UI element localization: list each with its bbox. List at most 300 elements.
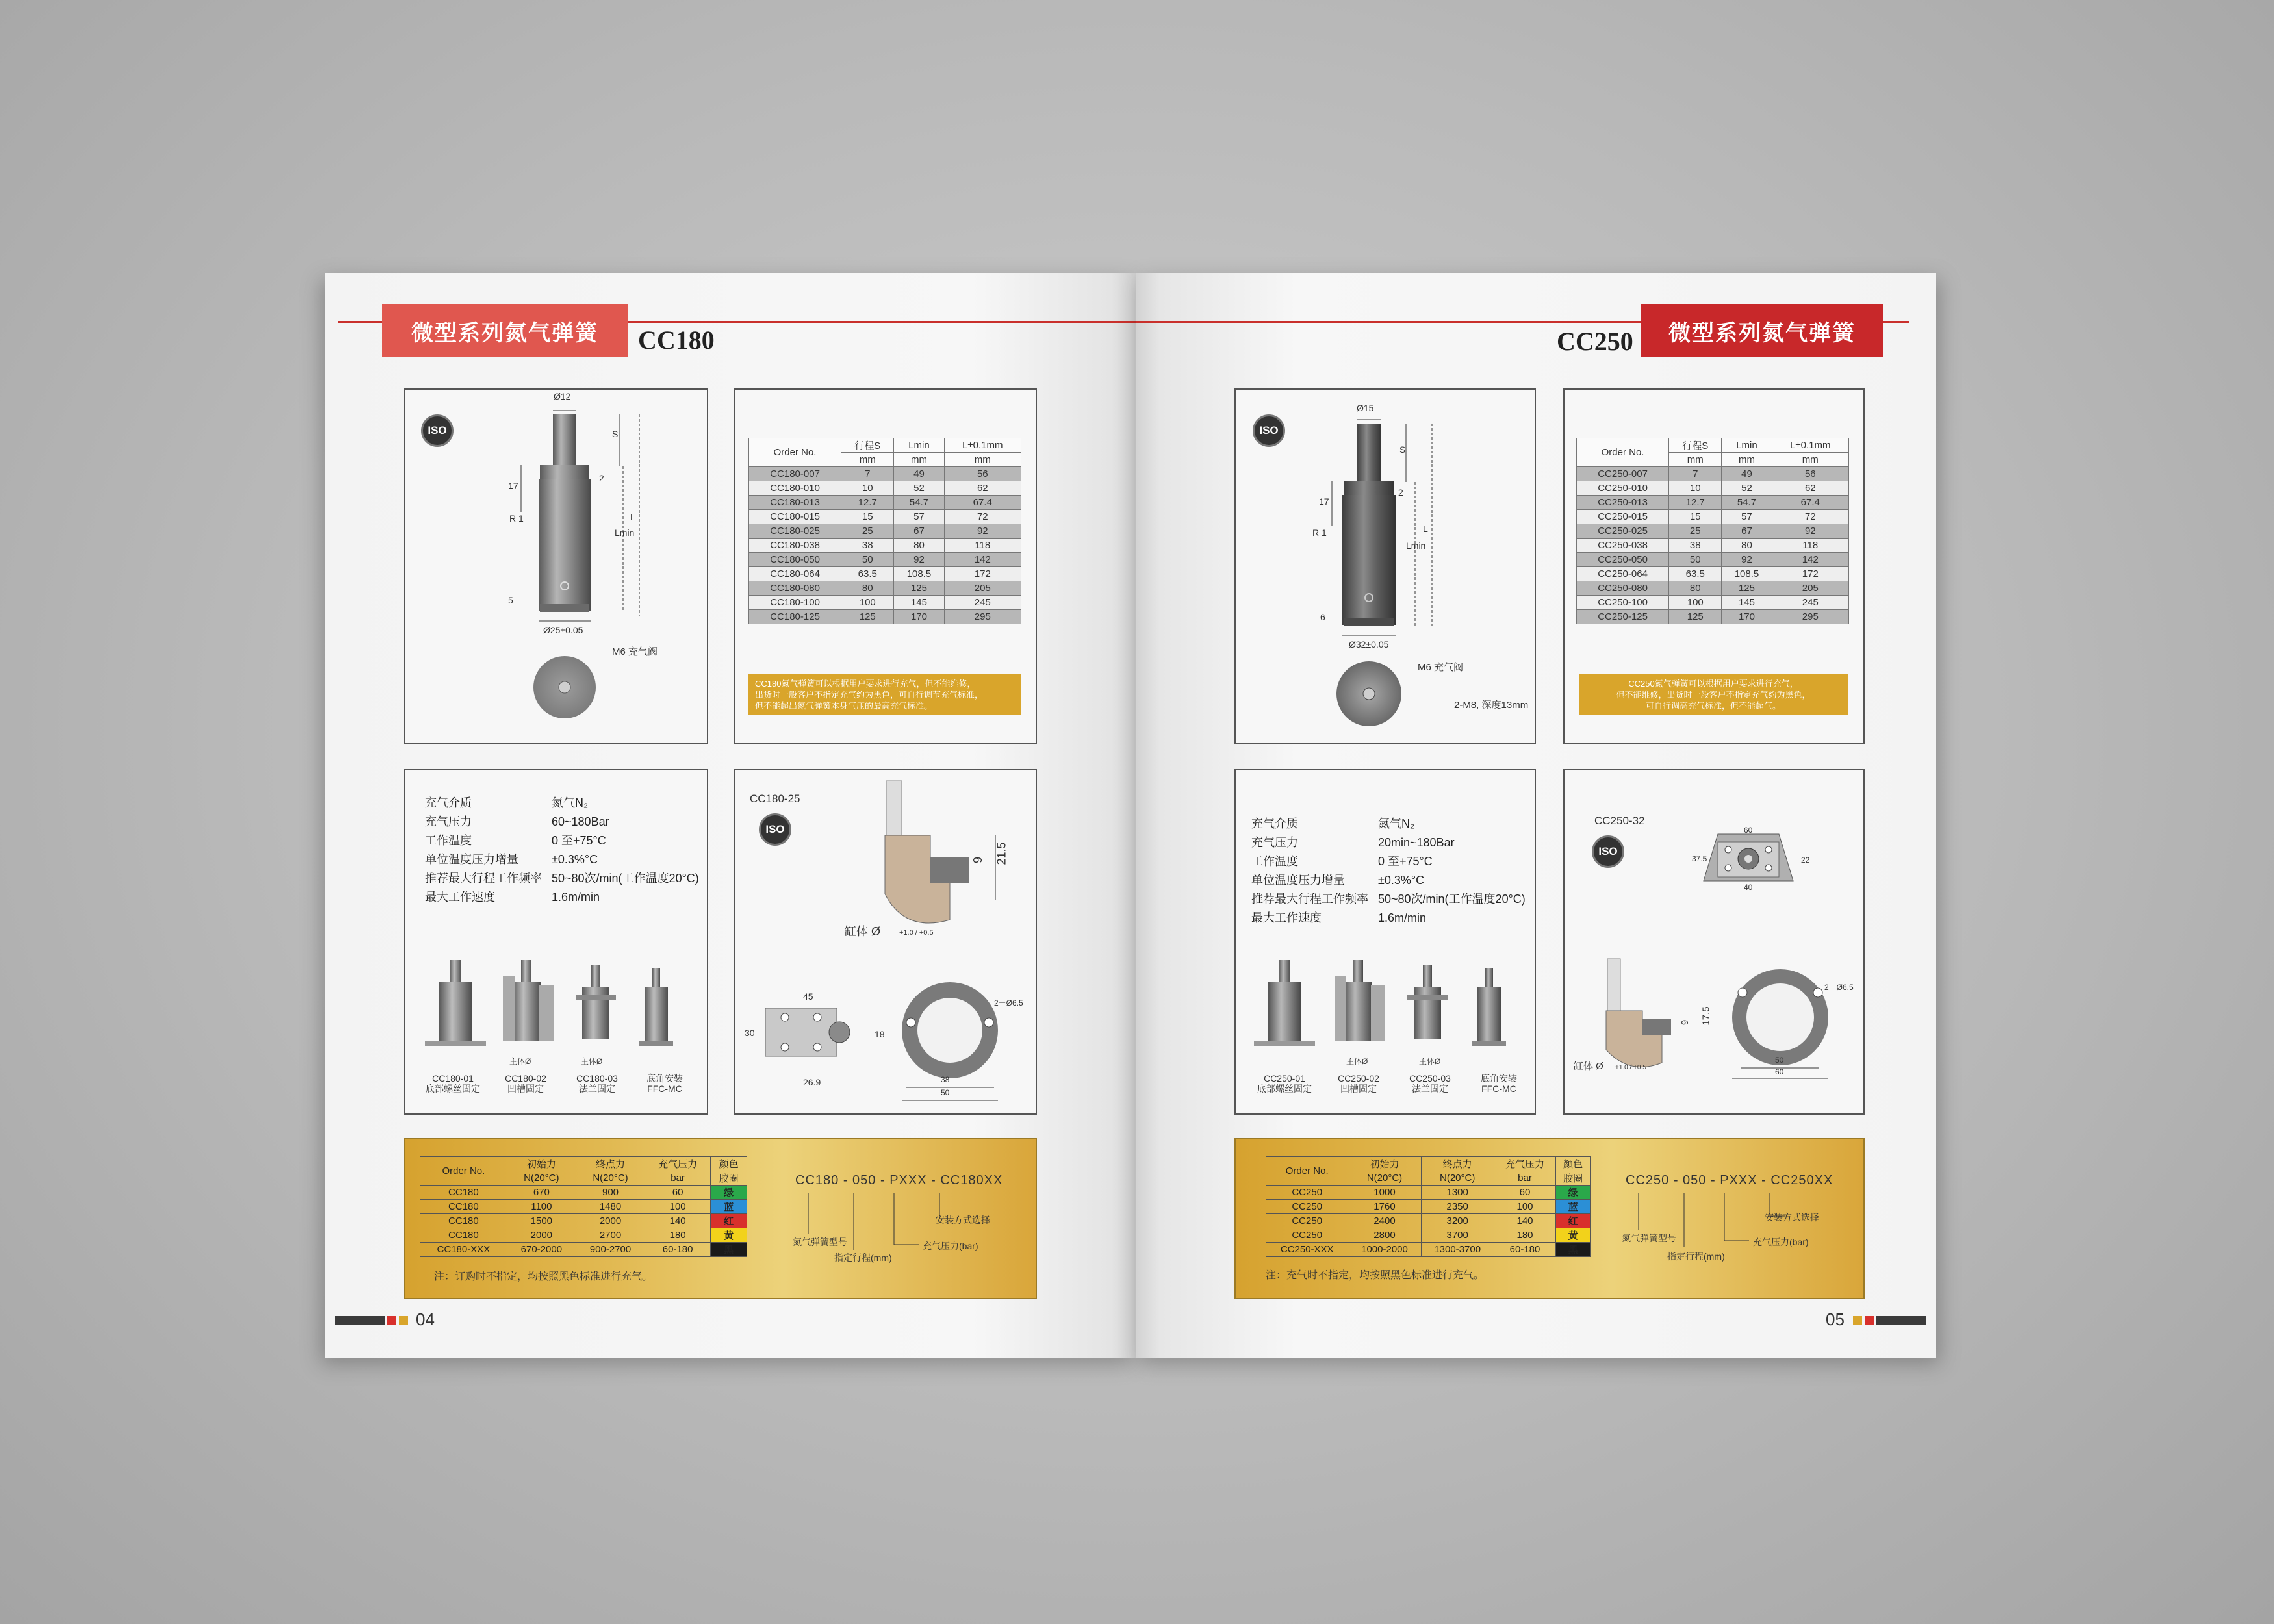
order-cell: 3200 xyxy=(1421,1214,1494,1228)
mount-code: CC180-01 xyxy=(432,1073,474,1084)
spec-cell: 57 xyxy=(894,510,944,524)
spec-row xyxy=(749,610,1021,624)
spec-cell: CC180-025 xyxy=(749,524,841,539)
spec-cell: 145 xyxy=(894,596,944,610)
note-line: CC250氮气弹簧可以根据用户要求进行充气， xyxy=(1628,679,1798,689)
spec-row xyxy=(749,539,1021,553)
note-line: 出货时一般客户不指定充气约为黑色，可自行调节充气标准， xyxy=(755,690,984,700)
right-page xyxy=(1136,273,1936,1358)
mounting-options-drawing xyxy=(1236,770,1535,1113)
mount-option xyxy=(561,1073,633,1094)
spec-row xyxy=(1577,610,1849,624)
parameter-value: 1.6m/min xyxy=(552,891,600,904)
code-part: CC180XX xyxy=(940,1173,1003,1187)
model-title: CC180 xyxy=(638,325,715,355)
spec-cell: 205 xyxy=(1772,581,1848,596)
model-title: CC250 xyxy=(1557,327,1633,356)
code-label-pressure: 充气压力(bar) xyxy=(923,1241,978,1251)
mount-note: 主体Ø xyxy=(1419,1057,1441,1066)
install-dim-a: 21.5 xyxy=(995,842,1008,865)
mount-desc: FFC-MC xyxy=(1481,1084,1516,1094)
color-swatch: 蓝 xyxy=(711,1200,747,1214)
color-swatch: 黄 xyxy=(1556,1228,1591,1243)
col-length: L±0.1mm xyxy=(944,438,1021,453)
code-label-pressure: 充气压力(bar) xyxy=(1753,1237,1809,1247)
order-col-header: 初始力 xyxy=(507,1157,576,1171)
col-lmin: Lmin xyxy=(894,438,944,453)
dim-17-label: 17 xyxy=(1319,496,1329,507)
dim-2-label: 2 xyxy=(1398,487,1403,498)
spec-cell: 25 xyxy=(841,524,894,539)
parameter-name: 充气压力 xyxy=(1251,836,1298,849)
mount-code: CC250-01 xyxy=(1264,1073,1305,1084)
code-label-mounting: 安装方式选择 xyxy=(1765,1212,1819,1223)
spec-row xyxy=(749,524,1021,539)
parameter-name: 最大工作速度 xyxy=(1251,911,1322,924)
code-part: CC180 xyxy=(795,1173,839,1187)
spec-cell: 49 xyxy=(894,467,944,481)
spec-cell: CC250-080 xyxy=(1577,581,1669,596)
spec-cell: CC180-038 xyxy=(749,539,841,553)
spec-cell: 10 xyxy=(1669,481,1722,496)
color-swatch: 红 xyxy=(711,1214,747,1228)
parameter-value: ±0.3%°C xyxy=(552,853,598,866)
spec-cell: 54.7 xyxy=(894,496,944,510)
order-col-header: 终点力 xyxy=(576,1157,645,1171)
parameter-value: 0 至+75°C xyxy=(1378,855,1433,868)
radius-label: R 1 xyxy=(1312,527,1327,538)
order-cell: 1000-2000 xyxy=(1348,1243,1421,1257)
order-col-header: 充气压力 xyxy=(1494,1157,1555,1171)
dimension-drawing-panel xyxy=(1234,388,1536,744)
unit-cell: mm xyxy=(1772,453,1848,467)
installation-drawing xyxy=(1565,770,1863,1113)
order-cell: 900-2700 xyxy=(576,1243,645,1257)
spec-cell: 295 xyxy=(944,610,1021,624)
code-label-stroke: 指定行程(mm) xyxy=(1667,1251,1725,1262)
width-50-label: 50 xyxy=(941,1088,950,1097)
parameter-value: ±0.3%°C xyxy=(1378,874,1425,887)
code-label-mounting: 安装方式选择 xyxy=(936,1215,990,1225)
footer-red-square xyxy=(1865,1316,1874,1325)
spec-cell: 12.7 xyxy=(841,496,894,510)
spec-cell: CC180-125 xyxy=(749,610,841,624)
parameters-panel xyxy=(404,769,708,1115)
order-cell: 2800 xyxy=(1348,1228,1421,1243)
spec-cell: 52 xyxy=(894,481,944,496)
col-stroke: 行程S xyxy=(841,438,894,453)
unit-cell: mm xyxy=(894,453,944,467)
parameter-value: 氮气N₂ xyxy=(552,796,588,809)
spec-cell: 57 xyxy=(1722,510,1772,524)
code-label-model: 氮气弹簧型号 xyxy=(1622,1233,1676,1243)
spec-cell: 118 xyxy=(1772,539,1848,553)
color-swatch: 绿 xyxy=(1556,1186,1591,1200)
code-label-model: 氮气弹簧型号 xyxy=(793,1237,847,1247)
spec-cell: 15 xyxy=(1669,510,1722,524)
mount-option xyxy=(1463,1073,1535,1094)
order-cell: CC250-XXX xyxy=(1266,1243,1348,1257)
parameter-name: 充气介质 xyxy=(425,796,472,809)
spec-cell: 205 xyxy=(944,581,1021,596)
parameters-panel xyxy=(1234,769,1536,1115)
order-col-unit: 胶圈 xyxy=(711,1171,747,1186)
order-col-header: Order No. xyxy=(1266,1157,1348,1186)
parameter-name: 单位温度压力增量 xyxy=(425,853,518,866)
installation-panel xyxy=(1563,769,1865,1115)
footer-red-square xyxy=(387,1316,396,1325)
spec-cell: 145 xyxy=(1722,596,1772,610)
spec-cell: 108.5 xyxy=(1722,567,1772,581)
col-length: L±0.1mm xyxy=(1772,438,1848,453)
order-col-header: 充气压力 xyxy=(645,1157,711,1171)
parameter-value: 20min~180Bar xyxy=(1378,836,1455,849)
parameter-name: 推荐最大行程工作频率 xyxy=(1251,893,1368,906)
mount-option xyxy=(1249,1073,1320,1094)
width-26-9-label: 26.9 xyxy=(803,1077,821,1087)
spec-cell: 12.7 xyxy=(1669,496,1722,510)
dim-5-label: 5 xyxy=(508,595,513,605)
spec-cell: 67 xyxy=(1722,524,1772,539)
spec-cell: 80 xyxy=(1722,539,1772,553)
order-cell: 1100 xyxy=(507,1200,576,1214)
install-title: CC180-25 xyxy=(750,793,800,805)
parameter-name: 推荐最大行程工作频率 xyxy=(425,872,542,885)
gas-spring-drawing xyxy=(1236,390,1535,743)
order-cell: 60 xyxy=(645,1186,711,1200)
spec-cell: 125 xyxy=(894,581,944,596)
order-cell: 1480 xyxy=(576,1200,645,1214)
order-cell: CC180 xyxy=(420,1214,507,1228)
mount-desc: 底部螺丝固定 xyxy=(426,1084,480,1094)
spec-row xyxy=(749,581,1021,596)
iso-badge-icon: ISO xyxy=(1592,835,1624,868)
unit-cell: mm xyxy=(944,453,1021,467)
spec-cell: 38 xyxy=(841,539,894,553)
radius-label: R 1 xyxy=(509,513,524,524)
width-38-label: 38 xyxy=(941,1075,950,1084)
mount-desc: 凹槽固定 xyxy=(1340,1084,1377,1094)
spec-cell: 100 xyxy=(1669,596,1722,610)
dim-6-label: 6 xyxy=(1320,612,1325,622)
spec-row xyxy=(1577,524,1849,539)
order-cell: CC250 xyxy=(1266,1228,1348,1243)
spec-cell: CC250-007 xyxy=(1577,467,1669,481)
spec-cell: 67.4 xyxy=(1772,496,1848,510)
mount-option xyxy=(1323,1073,1394,1094)
order-cell: 1760 xyxy=(1348,1200,1421,1214)
order-col-unit: N(20°C) xyxy=(576,1171,645,1186)
spec-row xyxy=(1577,581,1849,596)
spec-cell: CC180-015 xyxy=(749,510,841,524)
code-part: PXXX xyxy=(889,1173,927,1187)
spec-cell: CC180-064 xyxy=(749,567,841,581)
spec-cell: CC250-100 xyxy=(1577,596,1669,610)
spec-row xyxy=(1577,596,1849,610)
order-code: CC180 - 050 - PXXX - CC180XX xyxy=(795,1173,1003,1187)
mount-desc: 法兰固定 xyxy=(1412,1084,1448,1094)
parameter-value: 50~80次/min(工作温度20°C) xyxy=(552,872,699,885)
install-dim-a: 17.5 xyxy=(1700,1006,1712,1026)
col-lmin: Lmin xyxy=(1722,438,1772,453)
order-footnote: 注：订购时不指定，均按照黑色标准进行充气。 xyxy=(434,1271,653,1282)
spec-row xyxy=(749,496,1021,510)
footer-bar xyxy=(1876,1316,1926,1325)
spec-cell: 25 xyxy=(1669,524,1722,539)
spec-cell: 15 xyxy=(841,510,894,524)
lmin-label: Lmin xyxy=(615,527,635,538)
spec-cell: 142 xyxy=(1772,553,1848,567)
order-col-unit: N(20°C) xyxy=(1348,1171,1421,1186)
code-part: CC250XX xyxy=(1770,1173,1833,1187)
color-swatch: 红 xyxy=(1556,1214,1591,1228)
order-cell: CC180 xyxy=(420,1186,507,1200)
order-info-panel xyxy=(404,1138,1037,1299)
page-number: 04 xyxy=(416,1310,435,1329)
order-cell: 1300 xyxy=(1421,1186,1494,1200)
order-cell: 2000 xyxy=(507,1228,576,1243)
spec-cell: 72 xyxy=(1772,510,1848,524)
order-col-header: 初始力 xyxy=(1348,1157,1421,1171)
order-cell: 60 xyxy=(1494,1186,1555,1200)
spec-cell: CC250-038 xyxy=(1577,539,1669,553)
length-label: L xyxy=(630,512,635,522)
spec-cell: 92 xyxy=(1772,524,1848,539)
parameter-name: 充气介质 xyxy=(1251,817,1298,830)
page-number: 05 xyxy=(1826,1310,1845,1329)
parameter-value: 60~180Bar xyxy=(552,815,609,828)
spec-cell: 80 xyxy=(1669,581,1722,596)
order-cell: 180 xyxy=(645,1228,711,1243)
spec-cell: 295 xyxy=(1772,610,1848,624)
mount-code: CC180-03 xyxy=(576,1073,618,1084)
spec-cell: 125 xyxy=(1669,610,1722,624)
order-col-unit: N(20°C) xyxy=(507,1171,576,1186)
spec-cell: 125 xyxy=(1722,581,1772,596)
spec-cell: 170 xyxy=(1722,610,1772,624)
order-cell: CC250 xyxy=(1266,1186,1348,1200)
order-col-unit: bar xyxy=(645,1171,711,1186)
order-cell: 1500 xyxy=(507,1214,576,1228)
order-cell: CC250 xyxy=(1266,1200,1348,1214)
order-info-panel xyxy=(1234,1138,1865,1299)
dimension-drawing-panel xyxy=(404,388,708,744)
color-swatch: 黑 xyxy=(1556,1243,1591,1257)
spec-row xyxy=(1577,567,1849,581)
spec-cell: 80 xyxy=(841,581,894,596)
spec-note xyxy=(748,674,1021,715)
spec-row xyxy=(749,553,1021,567)
length-label: L xyxy=(1423,524,1428,534)
mount-desc: 底部螺丝固定 xyxy=(1257,1084,1312,1094)
spec-cell: 56 xyxy=(944,467,1021,481)
spec-cell: 63.5 xyxy=(1669,567,1722,581)
order-cell: CC250 xyxy=(1266,1214,1348,1228)
order-code: CC250 - 050 - PXXX - CC250XX xyxy=(1626,1173,1833,1187)
order-cell: 3700 xyxy=(1421,1228,1494,1243)
mount-note: 主体Ø xyxy=(509,1057,531,1066)
order-cell: 140 xyxy=(645,1214,711,1228)
parameter-name: 充气压力 xyxy=(425,815,472,828)
order-cell: 2000 xyxy=(576,1214,645,1228)
install-title: CC250-32 xyxy=(1594,815,1645,827)
spec-cell: CC180-007 xyxy=(749,467,841,481)
top-diameter-label: Ø12 xyxy=(554,391,571,401)
spec-cell: 92 xyxy=(944,524,1021,539)
unit-cell: mm xyxy=(841,453,894,467)
order-footnote: 注：充气时不指定，均按照黑色标准进行充气。 xyxy=(1266,1270,1485,1281)
parameter-value: 0 至+75°C xyxy=(552,834,606,847)
mounting-options-drawing xyxy=(405,770,707,1113)
code-part: PXXX xyxy=(1720,1173,1757,1187)
series-banner: 微型系列氮气弹簧 xyxy=(382,304,628,357)
code-label-stroke: 指定行程(mm) xyxy=(834,1252,892,1263)
unit-cell: mm xyxy=(1722,453,1772,467)
spec-row xyxy=(749,467,1021,481)
spec-cell: 118 xyxy=(944,539,1021,553)
spec-cell: CC250-010 xyxy=(1577,481,1669,496)
spec-cell: 92 xyxy=(894,553,944,567)
spec-row xyxy=(749,567,1021,581)
stroke-label: S xyxy=(1399,444,1406,455)
spec-cell: 54.7 xyxy=(1722,496,1772,510)
order-cell: 2350 xyxy=(1421,1200,1494,1214)
mount-code: CC180-02 xyxy=(505,1073,546,1084)
order-cell: 100 xyxy=(1494,1200,1555,1214)
mount-option xyxy=(629,1073,700,1094)
spec-cell: 100 xyxy=(841,596,894,610)
spec-row xyxy=(749,481,1021,496)
spec-cell: 50 xyxy=(1669,553,1722,567)
spec-row xyxy=(1577,496,1849,510)
order-cell: 60-180 xyxy=(1494,1243,1555,1257)
spec-row xyxy=(1577,539,1849,553)
install-dim-b: 9 xyxy=(971,856,985,864)
parameter-name: 单位温度压力增量 xyxy=(1251,874,1345,887)
spec-cell: 62 xyxy=(1772,481,1848,496)
spec-note xyxy=(1579,674,1848,715)
spec-row xyxy=(749,510,1021,524)
note-line: CC180氮气弹簧可以根据用户要求进行充气，但不能维修， xyxy=(755,679,976,689)
mount-desc: FFC-MC xyxy=(647,1084,682,1094)
col-order-no: Order No. xyxy=(1577,438,1669,467)
valve-label: M6 充气阀 xyxy=(1418,662,1464,673)
spec-cell: 10 xyxy=(841,481,894,496)
spec-cell: 80 xyxy=(894,539,944,553)
code-part: 050 xyxy=(852,1173,876,1187)
mount-code: CC250-03 xyxy=(1409,1073,1451,1084)
color-swatch: 蓝 xyxy=(1556,1200,1591,1214)
width-40-label: 40 xyxy=(1744,883,1753,892)
footer-gold-square xyxy=(399,1316,408,1325)
width-45-label: 45 xyxy=(803,991,813,1002)
body-diameter-label: Ø25±0.05 xyxy=(543,625,583,635)
spec-table xyxy=(1576,438,1849,624)
stroke-label: S xyxy=(612,429,619,439)
mount-code: 底角安装 xyxy=(1481,1073,1517,1084)
tolerance-label: +1.0 / +0.5 xyxy=(899,929,934,937)
installation-panel xyxy=(734,769,1037,1115)
order-col-header: 颜色 xyxy=(1556,1157,1591,1171)
parameter-value: 氮气N₂ xyxy=(1378,817,1414,830)
iso-badge-icon: ISO xyxy=(1253,414,1285,447)
spec-cell: 63.5 xyxy=(841,567,894,581)
order-col-header: Order No. xyxy=(420,1157,507,1186)
footer-bar xyxy=(335,1316,385,1325)
spec-cell: 49 xyxy=(1722,467,1772,481)
code-part: 050 xyxy=(1683,1173,1707,1187)
spec-cell: CC180-010 xyxy=(749,481,841,496)
footer-gold-square xyxy=(1853,1316,1862,1325)
spec-cell: CC250-050 xyxy=(1577,553,1669,567)
spec-cell: 142 xyxy=(944,553,1021,567)
order-cell: 670-2000 xyxy=(507,1243,576,1257)
spec-table-panel xyxy=(1563,388,1865,744)
spec-cell: CC250-013 xyxy=(1577,496,1669,510)
spec-cell: 125 xyxy=(841,610,894,624)
tolerance-label: +1.0 / +0.5 xyxy=(1615,1064,1646,1071)
color-swatch: 黄 xyxy=(711,1228,747,1243)
installation-drawing xyxy=(735,770,1036,1113)
holes-label: 2－Ø6.5 xyxy=(1824,983,1854,992)
spec-cell: 67.4 xyxy=(944,496,1021,510)
order-cell: 140 xyxy=(1494,1214,1555,1228)
height-37-5-label: 37.5 xyxy=(1692,854,1707,863)
spec-cell: 245 xyxy=(944,596,1021,610)
cylinder-diameter-label: 缸体 Ø xyxy=(1574,1061,1603,1072)
parameter-name: 工作温度 xyxy=(1251,855,1298,868)
spec-table xyxy=(748,438,1021,624)
spec-cell: 38 xyxy=(1669,539,1722,553)
spec-cell: CC180-080 xyxy=(749,581,841,596)
spec-table-panel xyxy=(734,388,1037,744)
order-col-header: 终点力 xyxy=(1421,1157,1494,1171)
spec-cell: 7 xyxy=(841,467,894,481)
mount-note: 主体Ø xyxy=(1346,1057,1368,1066)
order-cell: 2400 xyxy=(1348,1214,1421,1228)
left-page xyxy=(325,273,1136,1358)
width-60b-label: 60 xyxy=(1775,1067,1784,1076)
mount-desc: 法兰固定 xyxy=(579,1084,615,1094)
cylinder-diameter-label: 缸体 Ø xyxy=(845,925,881,938)
spec-row xyxy=(749,596,1021,610)
mount-option xyxy=(417,1073,489,1094)
spec-cell: 50 xyxy=(841,553,894,567)
spec-cell: 172 xyxy=(1772,567,1848,581)
note-line: 但不能维修，出货时一般客户不指定充气约为黑色， xyxy=(1616,690,1811,700)
note-line: 但不能超出氮气弹簧本身气压的最高充气标准。 xyxy=(755,701,933,711)
code-part: CC250 xyxy=(1626,1173,1670,1187)
col-order-no: Order No. xyxy=(749,438,841,467)
parameter-name: 工作温度 xyxy=(425,834,472,847)
color-swatch: 绿 xyxy=(711,1186,747,1200)
spec-row xyxy=(1577,481,1849,496)
order-col-unit: bar xyxy=(1494,1171,1555,1186)
spec-cell: CC250-025 xyxy=(1577,524,1669,539)
spec-cell: 56 xyxy=(1772,467,1848,481)
spec-cell: 170 xyxy=(894,610,944,624)
iso-badge-icon: ISO xyxy=(759,813,791,846)
width-60-label: 60 xyxy=(1744,826,1753,835)
spec-cell: CC180-100 xyxy=(749,596,841,610)
spec-cell: 172 xyxy=(944,567,1021,581)
series-banner: 微型系列氮气弹簧 xyxy=(1641,304,1883,357)
order-cell: 1000 xyxy=(1348,1186,1421,1200)
spec-cell: CC250-015 xyxy=(1577,510,1669,524)
dim-2-label: 2 xyxy=(599,473,604,483)
order-col-unit: 胶圈 xyxy=(1556,1171,1591,1186)
height-22-label: 22 xyxy=(1801,856,1810,865)
